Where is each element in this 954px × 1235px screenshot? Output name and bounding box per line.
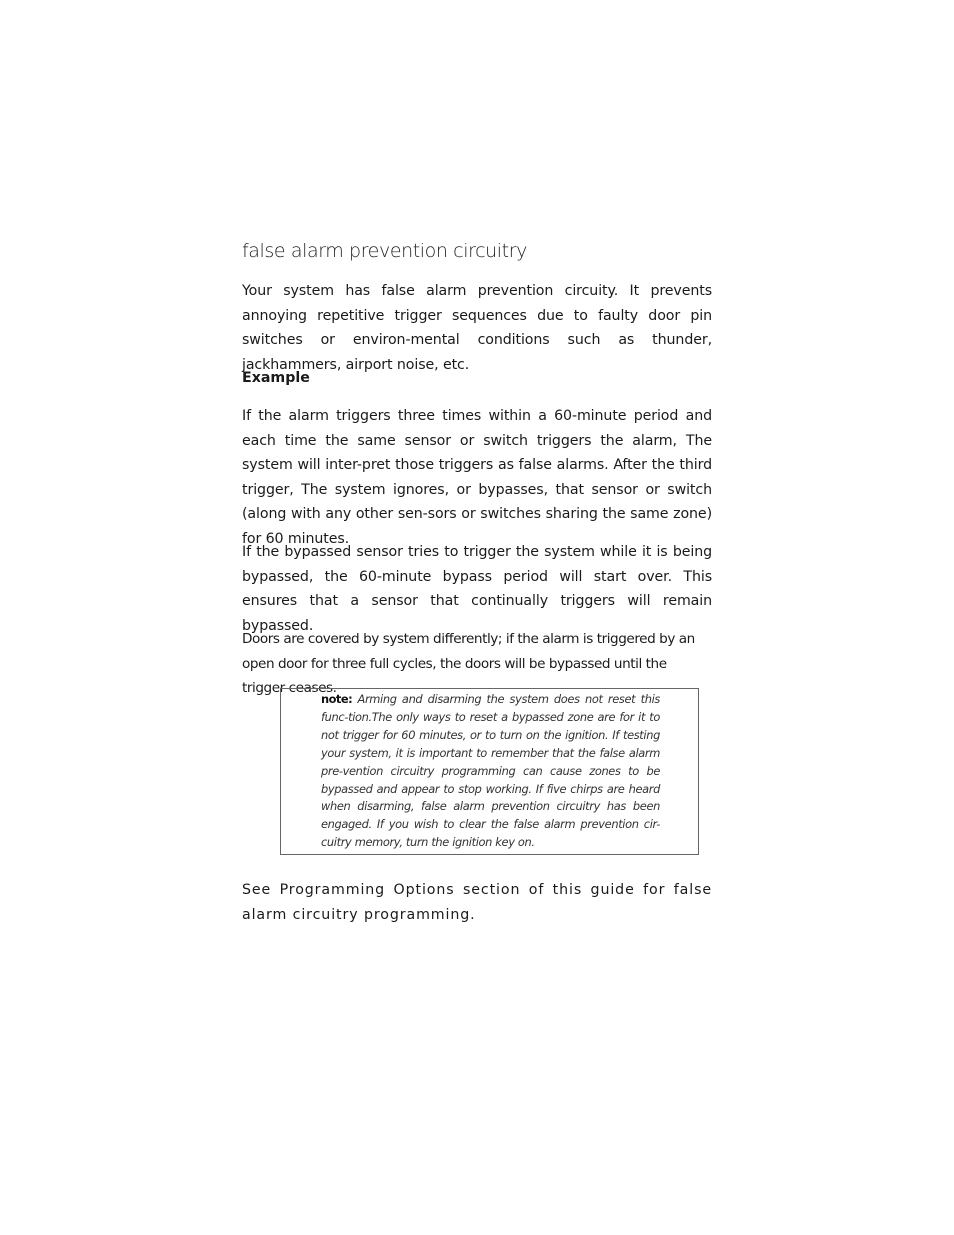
note-body: Arming and disarming the system does not reset this func-tion.The only ways to reset a bypassed zone are for it to not trigger for 60 minutes, or to turn on the ignition. If testing your system, it is important to remember that the false alarm pre-vention circuitry programming can cause zones to be bypassed and appear to stop working. If five chirps are heard when disarming, false alarm prevention circuitry has been engaged. If you wish to clear the false alarm prevention cir-cuitry memory, turn the ignition key on.: [321, 692, 660, 850]
intro-paragraph: Your system has false alarm prevention circuity. It prevents annoying repetitive trigger sequences due to faulty door pin switches or environ-mental conditions such as thunder, jackhammers, airport noise, etc.: [242, 283, 712, 373]
example-label: Example: [242, 370, 310, 386]
see-also-paragraph: See Programming Options section of this guide for false alarm circuitry programming.: [242, 882, 712, 923]
example-paragraph: If the alarm triggers three times within a 60-minute period and each time the same sensor or switch triggers the alarm, The system will inter-pret those triggers as false alarms. After the third trigger, The system ignores, or bypasses, that sensor or switch (along with any other sen-sors or switches sharing the same zone) for 60 minutes.: [242, 408, 712, 547]
note-paragraph: [321, 691, 660, 852]
section-heading: false alarm prevention circuitry: [242, 240, 527, 262]
bypass-paragraph: If the bypassed sensor tries to trigger the system while it is being bypassed, the 60-minute bypass period will start over. This ensures that a sensor that continually triggers will remain bypassed.: [242, 544, 712, 634]
doors-paragraph: Doors are covered by system differently; if the alarm is triggered by an open door for three full cycles, the doors will be bypassed until the trigger ceases.: [242, 631, 695, 696]
note-box: [280, 688, 699, 855]
note-label: note:: [321, 692, 353, 706]
